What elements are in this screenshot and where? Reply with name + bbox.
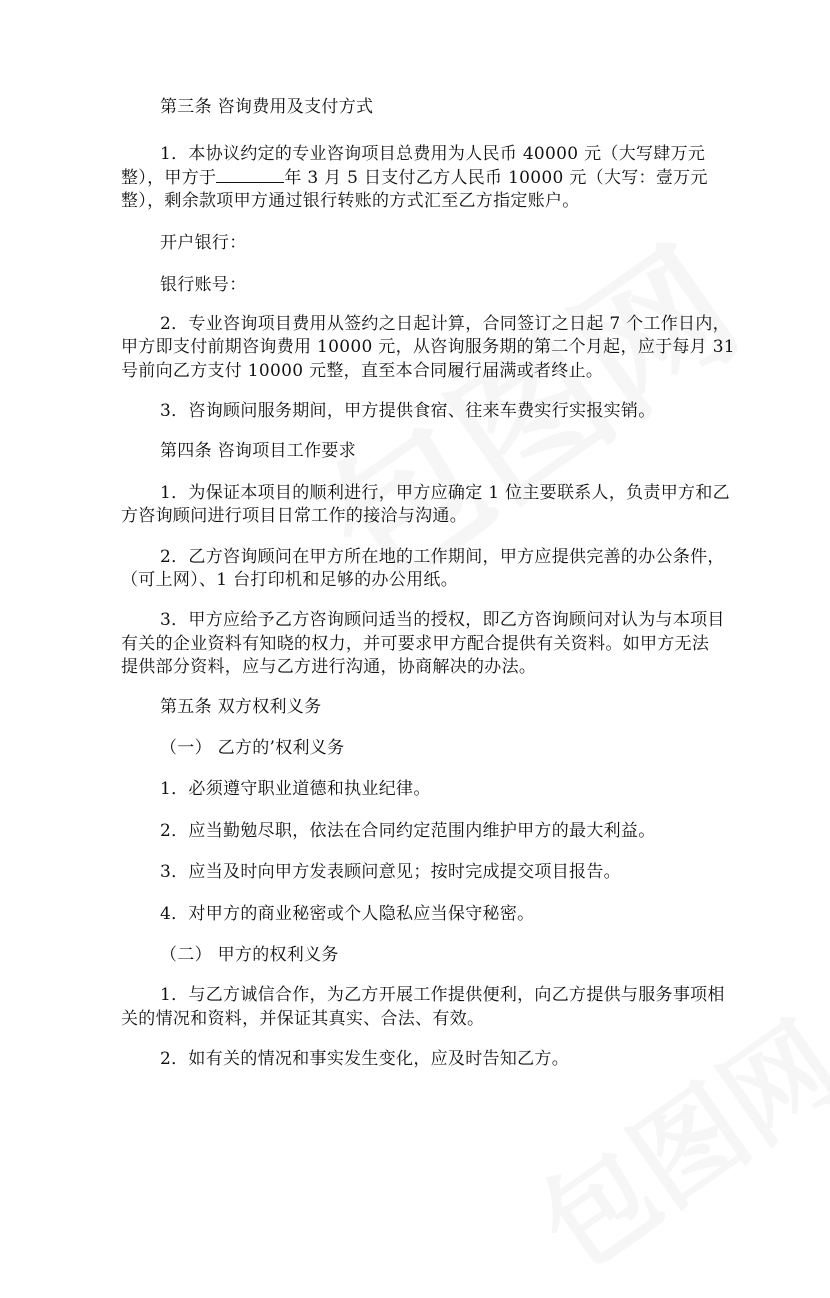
field-label: 银行账号： bbox=[160, 275, 247, 295]
paragraph-text: 年 3 月 5 日支付乙方人民币 10000 元（大写：壹万元 bbox=[284, 168, 708, 188]
paragraph-line: 有关的企业资料有知晓的权力，并可要求甲方配合提供有关资料。如甲方无法 bbox=[121, 634, 710, 654]
list-item: 4．对甲方的商业秘密或个人隐私应当保守秘密。 bbox=[160, 904, 535, 924]
paragraph-line: 整），剩余款项甲方通过银行转账的方式汇至乙方指定账户。 bbox=[121, 191, 580, 211]
list-item: 3．应当及时向甲方发表顾问意见；按时完成提交项目报告。 bbox=[160, 862, 621, 882]
paragraph-line: 1．为保证本项目的顺利进行，甲方应确定 1 位主要联系人，负责甲方和乙 bbox=[160, 483, 730, 503]
list-item: 2．应当勤勉尽职，依法在合同约定范围内维护甲方的最大利益。 bbox=[160, 821, 656, 841]
paragraph-line: 方咨询顾问进行项目日常工作的接洽与沟通。 bbox=[121, 506, 467, 526]
paragraph-line: （可上网）、1 台打印机和足够的办公用纸。 bbox=[121, 570, 459, 590]
paragraph-line: 甲方即支付前期咨询费用 10000 元，从咨询服务期的第二个月起，应于每月 31 bbox=[121, 337, 735, 357]
paragraph-line: 1．本协议约定的专业咨询项目总费用为人民币 40000 元（大写肆万元 bbox=[160, 144, 706, 164]
section-heading: 第四条 咨询项目工作要求 bbox=[160, 441, 357, 461]
section-heading: 第五条 双方权利义务 bbox=[160, 697, 322, 717]
paragraph-line: 2．专业咨询项目费用从签约之日起计算，合同签订之日起 7 个工作日内， bbox=[160, 314, 730, 334]
paragraph-line: 关的情况和资料，并保证其真实、合法、有效。 bbox=[121, 1009, 485, 1029]
watermark bbox=[505, 980, 830, 1298]
sub-heading: （二） 甲方的权利义务 bbox=[160, 945, 339, 965]
list-item: 1．必须遵守职业道德和执业纪律。 bbox=[160, 779, 431, 799]
paragraph-line: 3．甲方应给予乙方咨询顾问适当的授权，即乙方咨询顾问对认为与本项目 bbox=[160, 610, 725, 630]
paragraph-line: 2．乙方咨询顾问在甲方所在地的工作期间，甲方应提供完善的办公条件， bbox=[160, 547, 725, 567]
paragraph-line: 1．与乙方诚信合作，为乙方开展工作提供便利，向乙方提供与服务事项相 bbox=[160, 985, 725, 1005]
paragraph-line: 提供部分资料，应与乙方进行沟通，协商解决的办法。 bbox=[121, 657, 537, 677]
paragraph-line: 3．咨询顾问服务期间，甲方提供食宿、往来车费实行实报实销。 bbox=[160, 401, 656, 421]
paragraph-line: 号前向乙方支付 10000 元整，直至本合同履行届满或者终止。 bbox=[121, 361, 604, 381]
fill-blank bbox=[216, 168, 284, 183]
paragraph-line bbox=[121, 168, 708, 188]
field-label: 开户银行： bbox=[160, 233, 247, 253]
sub-heading: （一） 乙方的’权利义务 bbox=[160, 738, 345, 758]
paragraph-line: 2．如有关的情况和事实发生变化，应及时告知乙方。 bbox=[160, 1049, 570, 1069]
paragraph-text: 整），甲方于 bbox=[121, 168, 217, 188]
section-heading: 第三条 咨询费用及支付方式 bbox=[160, 97, 374, 117]
